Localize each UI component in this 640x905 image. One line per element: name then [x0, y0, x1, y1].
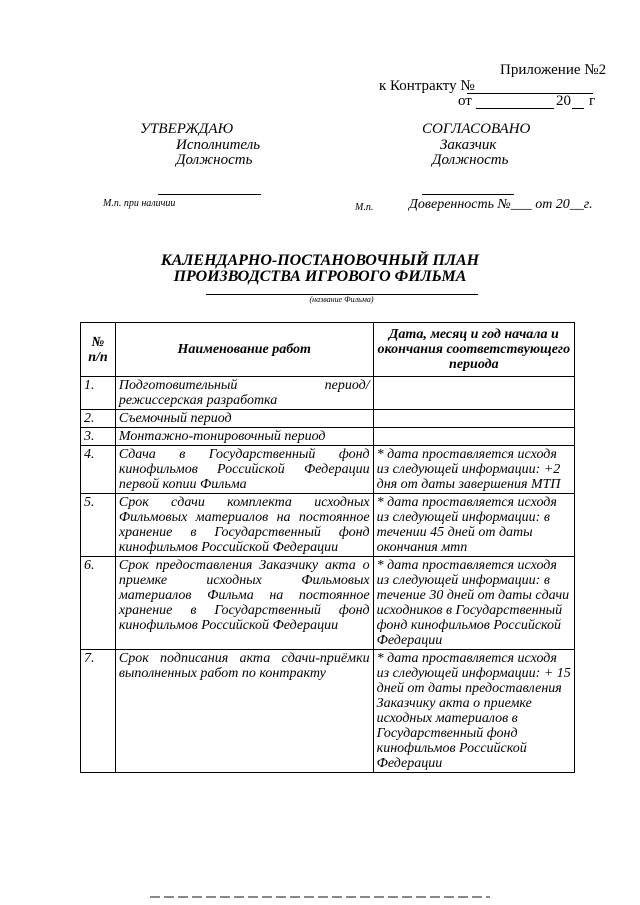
row-date: * дата проставляется исходя из следующей информации: + 15 дней от даты предоставления Заказчику акта о приемке исходных материалов в Государственный фонд кинофильмов Российской Федерации: [373, 650, 574, 773]
plan-title-line1: КАЛЕНДАРНО-ПОСТАНОВОЧНЫЙ ПЛАН: [160, 252, 480, 269]
row-num: 5.: [81, 494, 116, 557]
row-date: * дата проставляется исходя из следующей информации: в течение 30 дней от даты сдачи исходников в Государственный фонд кинофильмов Российской Федерации: [373, 557, 574, 650]
row-work: Срок подписания акта сдачи-приёмки выполненных работ по контракту: [115, 650, 373, 773]
agree-proxy: Доверенность №___ от 20__г.: [409, 197, 593, 212]
row-date: [373, 410, 574, 428]
agree-title: СОГЛАСОВАНО: [422, 121, 531, 137]
contract-number-label: к Контракту №: [379, 78, 475, 94]
agree-position: Должность: [432, 152, 509, 168]
row-work: Срок предоставления Заказчику акта о приемке исходных Фильмовых материалов Фильма на постоянное хранение в Государственный фонд кинофильмов Российской Федерации: [115, 557, 373, 650]
row-date: * дата проставляется исходя из следующей информации: в течении 45 дней от даты окончания мтп: [373, 494, 574, 557]
row-date: [373, 428, 574, 446]
plan-table: [80, 322, 575, 773]
row-num: 3.: [81, 428, 116, 446]
table-header-row: [81, 323, 575, 377]
approve-title: УТВЕРЖДАЮ: [140, 121, 234, 137]
approve-signature-line: [158, 194, 261, 195]
approve-position: Должность: [176, 152, 253, 168]
table-row: [81, 428, 575, 446]
header-date: Дата, месяц и год начала и окончания соответствующего периода: [373, 323, 574, 377]
plan-title-line2: ПРОИЗВОДСТВА ИГРОВОГО ФИЛЬМА: [173, 268, 467, 285]
row-date: [373, 377, 574, 410]
table-row: [81, 494, 575, 557]
appendix-label: Приложение №2: [500, 62, 607, 78]
agree-stamp-note: М.п.: [355, 202, 374, 213]
approve-stamp-note: М.п. при наличии: [103, 198, 176, 209]
row-work: Подготовительный период/режиссерская разработка: [115, 377, 373, 410]
row-num: 7.: [81, 650, 116, 773]
contract-year-line: [572, 108, 584, 109]
row-work: Монтажно-тонировочный период: [115, 428, 373, 446]
row-num: 4.: [81, 446, 116, 494]
scan-footer-artifact: [150, 896, 490, 898]
contract-date-line: [476, 108, 554, 109]
approve-role: Исполнитель: [176, 137, 261, 153]
row-date: * дата проставляется исходя из следующей информации: +2 дня от даты завершения МТП: [373, 446, 574, 494]
header-work: Наименование работ: [115, 323, 373, 377]
row-num: 2.: [81, 410, 116, 428]
contract-date-label: от: [458, 93, 472, 109]
row-work: Срок сдачи комплекта исходных Фильмовых материалов на постоянное хранение в Государственный фонд кинофильмов Российской Федерации: [115, 494, 373, 557]
contract-number-line: [467, 93, 593, 94]
agree-role: Заказчик: [440, 137, 497, 153]
table-row: [81, 377, 575, 410]
contract-year: 20: [556, 93, 571, 109]
row-work: Сдача в Государственный фонд кинофильмов Российской Федерации первой копии Фильма: [115, 446, 373, 494]
table-row: [81, 446, 575, 494]
row-work: Съемочный период: [115, 410, 373, 428]
header-num: № п/п: [81, 323, 116, 377]
row-num: 6.: [81, 557, 116, 650]
table-row: [81, 557, 575, 650]
agree-signature-line: [422, 194, 514, 195]
table-row: [81, 410, 575, 428]
row-num: 1.: [81, 377, 116, 410]
table-row: [81, 650, 575, 773]
film-name-caption: (название Фильма): [309, 295, 374, 304]
contract-year-suffix: г: [589, 93, 596, 109]
